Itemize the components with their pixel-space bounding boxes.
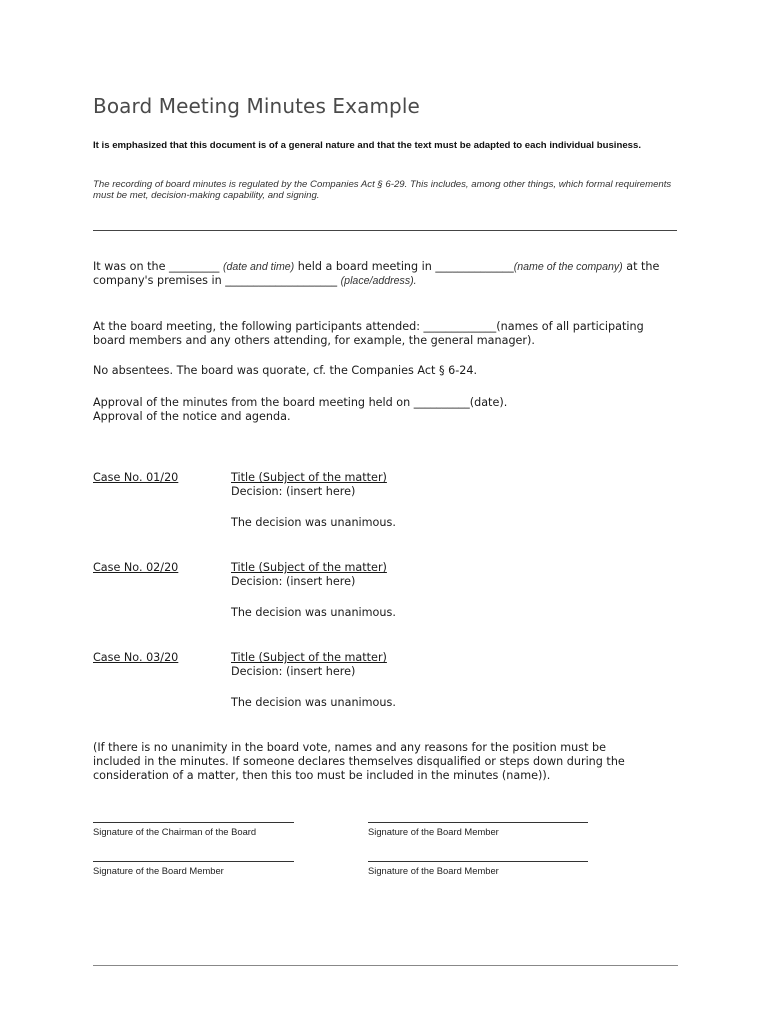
intro-text-1: It was on the _________ [93,260,223,273]
case-title: Title (Subject of the matter) [231,561,387,574]
signature-block-chairman [93,822,313,837]
signature-line[interactable] [93,861,294,862]
case-result: The decision was unanimous. [231,606,396,619]
date-time-hint: (date and time) [222,261,295,273]
place-address-hint: (place/address). [340,275,417,287]
case-number: Case No. 03/20 [93,651,179,664]
intro-note: The recording of board minutes is regulated by the Companies Act § 6-29. This includes, among other things, which formal requirements must be met, decision-making capability, and signing. [93,179,672,201]
top-divider [93,230,677,231]
approval-notice-line: Approval of the notice and agenda. [93,410,291,423]
absentees-paragraph: No absentees. The board was quorate, cf. the Companies Act § 6-24. [93,364,478,377]
signature-block-member [368,861,588,876]
signature-line[interactable] [368,861,588,862]
case-title: Title (Subject of the matter) [231,651,387,664]
footer-divider [93,965,678,966]
signature-line[interactable] [368,822,588,823]
emphasis-note: It is emphasized that this document is of a general nature and that the text must be adapted to each individual business. [93,140,642,151]
document-title: Board Meeting Minutes Example [93,94,420,118]
unanimity-note: (If there is no unanimity in the board vote, names and any reasons for the position must be included in the minutes. If someone declares themselves disqualified or steps down during the consideration of a matter, then this too must be included in the minutes (name)). [93,741,625,782]
intro-text-3: at the company's premises in ____________________ [93,260,660,287]
signature-label: Signature of the Chairman of the Board [93,826,257,837]
case-decision: Decision: (insert here) [231,485,356,498]
participants-paragraph: At the board meeting, the following participants attended: _____________(names of all participating board members and any others attending, for example, the general manager). [93,320,644,347]
signature-label: Signature of the Board Member [368,826,499,837]
intro-text-2: held a board meeting in ______________ [294,260,514,273]
case-decision: Decision: (insert here) [231,665,356,678]
signature-block-member [93,861,313,876]
case-decision: Decision: (insert here) [231,575,356,588]
case-number: Case No. 01/20 [93,471,179,484]
signature-line[interactable] [93,822,294,823]
case-result: The decision was unanimous. [231,516,396,529]
case-number: Case No. 02/20 [93,561,179,574]
approval-paragraph [93,396,673,424]
company-name-hint: (name of the company) [513,261,623,273]
signature-block-member [368,822,588,837]
signature-label: Signature of the Board Member [368,865,499,876]
case-result: The decision was unanimous. [231,696,396,709]
meeting-intro-paragraph [93,260,673,288]
signature-label: Signature of the Board Member [93,865,224,876]
approval-minutes-line: Approval of the minutes from the board meeting held on __________(date). [93,396,508,409]
case-title: Title (Subject of the matter) [231,471,387,484]
